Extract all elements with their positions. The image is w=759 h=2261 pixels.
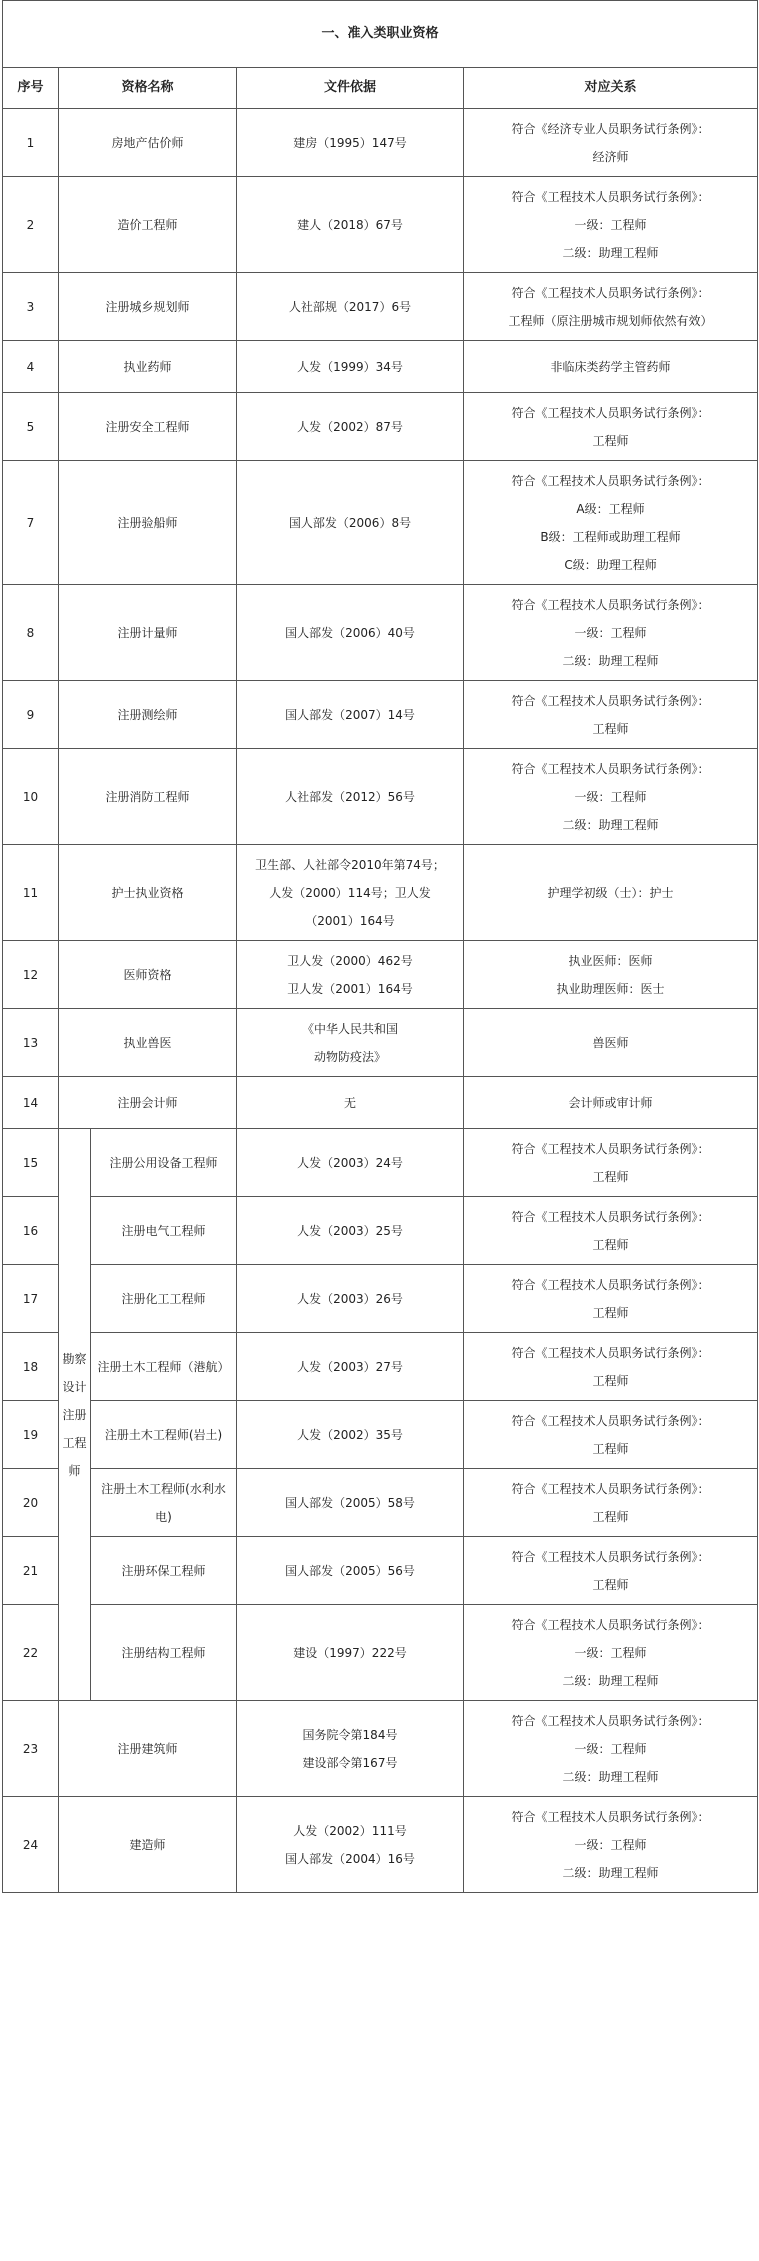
cell-line: 国人部发（2005）56号 (285, 1563, 415, 1578)
row-basis (237, 273, 464, 341)
row-no: 3 (3, 273, 59, 341)
row-name: 注册土木工程师（港航） (91, 1333, 237, 1401)
cell-line: 一级：工程师 (574, 1741, 647, 1756)
cell-line: 符合《工程技术人员职务试行条例》： (511, 1277, 710, 1292)
row-no: 4 (3, 341, 59, 393)
cell-line: 符合《工程技术人员职务试行条例》： (511, 1345, 710, 1360)
row-name: 注册消防工程师 (59, 749, 237, 845)
row-relation (464, 585, 758, 681)
row-basis (237, 941, 464, 1009)
row-name: 注册环保工程师 (91, 1537, 237, 1605)
row-no: 5 (3, 393, 59, 461)
cell-line: 卫人发（2000）462号 (287, 953, 413, 968)
row-relation (464, 681, 758, 749)
cell-line: 卫人发（2001）164号 (287, 981, 413, 996)
row-relation (464, 1605, 758, 1701)
row-basis (237, 1401, 464, 1469)
cell-line: 执业助理医师：医士 (556, 981, 665, 996)
row-name: 注册土木工程师(水利水电) (91, 1469, 237, 1537)
row-relation (464, 1469, 758, 1537)
cell-line: 国人部发（2004）16号 (285, 1851, 415, 1866)
row-name: 注册电气工程师 (91, 1197, 237, 1265)
cell-line: 符合《工程技术人员职务试行条例》： (511, 473, 710, 488)
cell-line: 国人部发（2007）14号 (285, 707, 415, 722)
table-row (3, 177, 758, 273)
cell-line: 工程师 (592, 1169, 629, 1184)
row-basis (237, 177, 464, 273)
row-relation (464, 845, 758, 941)
cell-line: 一级：工程师 (574, 789, 647, 804)
row-name: 房地产估价师 (59, 109, 237, 177)
cell-line: 国人部发（2006）40号 (285, 625, 415, 640)
row-name: 注册测绘师 (59, 681, 237, 749)
cell-line: 二级：助理工程师 (562, 653, 659, 668)
cell-line: 无 (343, 1095, 356, 1110)
row-relation (464, 1077, 758, 1129)
row-relation (464, 1129, 758, 1197)
table-row (3, 1701, 758, 1797)
table-row (3, 1333, 758, 1401)
cell-line: 符合《工程技术人员职务试行条例》： (511, 597, 710, 612)
table-row (3, 1129, 758, 1197)
row-name: 注册公用设备工程师 (91, 1129, 237, 1197)
cell-line: 动物防疫法》 (313, 1049, 386, 1064)
row-no: 9 (3, 681, 59, 749)
row-no: 2 (3, 177, 59, 273)
cell-line: 符合《工程技术人员职务试行条例》： (511, 1481, 710, 1496)
row-relation (464, 1333, 758, 1401)
row-no: 23 (3, 1701, 59, 1797)
cell-line: 人发（2003）24号 (297, 1155, 403, 1170)
row-no: 17 (3, 1265, 59, 1333)
cell-line: 建设部令第167号 (302, 1755, 398, 1770)
row-relation (464, 273, 758, 341)
cell-line: 人社部发（2012）56号 (285, 789, 415, 804)
table-row (3, 1401, 758, 1469)
row-name: 注册验船师 (59, 461, 237, 585)
cell-line: 符合《工程技术人员职务试行条例》： (511, 285, 710, 300)
table-row (3, 749, 758, 845)
table-row (3, 1077, 758, 1129)
cell-line: C级：助理工程师 (564, 557, 657, 572)
row-no: 10 (3, 749, 59, 845)
cell-line: （2001）164号 (305, 913, 395, 928)
table-row (3, 1009, 758, 1077)
cell-line: 符合《工程技术人员职务试行条例》： (511, 1617, 710, 1632)
cell-line: 卫生部、人社部令2010年第74号； (255, 857, 445, 872)
table-row (3, 393, 758, 461)
row-basis (237, 845, 464, 941)
table-title-row (3, 1, 758, 68)
row-relation (464, 1265, 758, 1333)
cell-line: 二级：助理工程师 (562, 817, 659, 832)
table-row (3, 585, 758, 681)
cell-line: 国人部发（2005）58号 (285, 1495, 415, 1510)
row-relation (464, 1797, 758, 1893)
row-basis (237, 1265, 464, 1333)
row-no: 14 (3, 1077, 59, 1129)
cell-line: 人发（2003）27号 (297, 1359, 403, 1374)
cell-line: 符合《工程技术人员职务试行条例》： (511, 761, 710, 776)
cell-line: A级：工程师 (576, 501, 645, 516)
row-name: 注册城乡规划师 (59, 273, 237, 341)
row-no: 8 (3, 585, 59, 681)
table-row (3, 1265, 758, 1333)
cell-line: 非临床类药学主管药师 (550, 359, 671, 374)
row-basis (237, 1129, 464, 1197)
cell-line: 国人部发（2006）8号 (288, 515, 412, 530)
cell-line: 符合《工程技术人员职务试行条例》： (511, 1549, 710, 1564)
cell-line: 二级：助理工程师 (562, 1865, 659, 1880)
row-basis (237, 1333, 464, 1401)
cell-line: 人发（2003）25号 (297, 1223, 403, 1238)
table-row (3, 461, 758, 585)
row-relation (464, 941, 758, 1009)
cell-line: 人发（2002）35号 (297, 1427, 403, 1442)
cell-line: 二级：助理工程师 (562, 245, 659, 260)
row-basis (237, 1797, 464, 1893)
cell-line: 一级：工程师 (574, 1645, 647, 1660)
row-basis (237, 1197, 464, 1265)
table-row (3, 941, 758, 1009)
row-basis (237, 585, 464, 681)
cell-line: 符合《工程技术人员职务试行条例》： (511, 1141, 710, 1156)
cell-line: 国务院令第184号 (302, 1727, 398, 1742)
row-basis (237, 749, 464, 845)
qualification-table (2, 0, 758, 1893)
cell-line: 护理学初级（士）：护士 (547, 885, 674, 900)
row-name: 执业兽医 (59, 1009, 237, 1077)
row-no: 16 (3, 1197, 59, 1265)
cell-line: 工程师 (592, 1237, 629, 1252)
row-no: 22 (3, 1605, 59, 1701)
cell-line: 兽医师 (592, 1035, 629, 1050)
table-row (3, 845, 758, 941)
cell-line: 人发（2002）111号 (293, 1823, 407, 1838)
cell-line: 人发（1999）34号 (297, 359, 403, 374)
group-label: 勘察设计注册工程师 (59, 1129, 91, 1701)
cell-line: 工程师（原注册城市规划师依然有效） (508, 313, 713, 328)
header-no: 序号 (3, 68, 59, 109)
row-basis (237, 1537, 464, 1605)
header-relation: 对应关系 (464, 68, 758, 109)
row-no: 18 (3, 1333, 59, 1401)
row-name: 注册化工工程师 (91, 1265, 237, 1333)
cell-line: 工程师 (592, 721, 629, 736)
cell-line: 人发（2002）87号 (297, 419, 403, 434)
cell-line: 一级：工程师 (574, 1837, 647, 1852)
row-name: 执业药师 (59, 341, 237, 393)
row-relation (464, 749, 758, 845)
cell-line: B级：工程师或助理工程师 (540, 529, 681, 544)
row-name: 注册安全工程师 (59, 393, 237, 461)
table-row (3, 1605, 758, 1701)
cell-line: 工程师 (592, 1305, 629, 1320)
row-name: 医师资格 (59, 941, 237, 1009)
row-name: 注册结构工程师 (91, 1605, 237, 1701)
header-name: 资格名称 (59, 68, 237, 109)
row-name: 护士执业资格 (59, 845, 237, 941)
row-no: 19 (3, 1401, 59, 1469)
table-row (3, 1797, 758, 1893)
row-relation (464, 177, 758, 273)
cell-line: 建房（1995）147号 (293, 135, 407, 150)
cell-line: 符合《工程技术人员职务试行条例》： (511, 693, 710, 708)
cell-line: 工程师 (592, 1577, 629, 1592)
row-no: 12 (3, 941, 59, 1009)
table-row (3, 1197, 758, 1265)
cell-line: 经济师 (592, 149, 629, 164)
cell-line: 符合《工程技术人员职务试行条例》： (511, 1809, 710, 1824)
row-relation (464, 1197, 758, 1265)
row-relation (464, 461, 758, 585)
header-basis: 文件依据 (237, 68, 464, 109)
row-basis (237, 461, 464, 585)
row-no: 7 (3, 461, 59, 585)
row-no: 11 (3, 845, 59, 941)
cell-line: 符合《工程技术人员职务试行条例》： (511, 1413, 710, 1428)
row-basis (237, 1077, 464, 1129)
cell-line: 符合《工程技术人员职务试行条例》： (511, 1209, 710, 1224)
cell-line: 二级：助理工程师 (562, 1769, 659, 1784)
cell-line: 工程师 (592, 1509, 629, 1524)
cell-line: 符合《工程技术人员职务试行条例》： (511, 405, 710, 420)
cell-line: 人发（2000）114号；卫人发 (269, 885, 431, 900)
row-relation (464, 341, 758, 393)
row-no: 21 (3, 1537, 59, 1605)
table-row (3, 341, 758, 393)
row-no: 20 (3, 1469, 59, 1537)
row-name: 注册会计师 (59, 1077, 237, 1129)
cell-line: 人发（2003）26号 (297, 1291, 403, 1306)
row-basis (237, 393, 464, 461)
cell-line: 建设（1997）222号 (293, 1645, 407, 1660)
cell-line: 工程师 (592, 1441, 629, 1456)
row-name: 注册土木工程师(岩土) (91, 1401, 237, 1469)
row-relation (464, 1009, 758, 1077)
row-name: 注册建筑师 (59, 1701, 237, 1797)
table-header-row (3, 68, 758, 109)
cell-line: 一级：工程师 (574, 625, 647, 640)
cell-line: 符合《经济专业人员职务试行条例》： (511, 121, 710, 136)
row-basis (237, 1009, 464, 1077)
row-basis (237, 341, 464, 393)
row-name: 注册计量师 (59, 585, 237, 681)
table-row (3, 1537, 758, 1605)
row-relation (464, 1537, 758, 1605)
table-row (3, 109, 758, 177)
row-name: 造价工程师 (59, 177, 237, 273)
table-title: 一、准入类职业资格 (3, 1, 758, 68)
row-name: 建造师 (59, 1797, 237, 1893)
row-relation (464, 1701, 758, 1797)
table-row (3, 273, 758, 341)
cell-line: 一级：工程师 (574, 217, 647, 232)
row-no: 13 (3, 1009, 59, 1077)
cell-line: 工程师 (592, 433, 629, 448)
row-basis (237, 109, 464, 177)
row-basis (237, 1469, 464, 1537)
cell-line: 符合《工程技术人员职务试行条例》： (511, 1713, 710, 1728)
row-no: 15 (3, 1129, 59, 1197)
row-no: 24 (3, 1797, 59, 1893)
cell-line: 《中华人民共和国 (301, 1021, 398, 1036)
row-relation (464, 393, 758, 461)
row-no: 1 (3, 109, 59, 177)
table-row (3, 1469, 758, 1537)
row-relation (464, 109, 758, 177)
cell-line: 执业医师：医师 (568, 953, 653, 968)
row-basis (237, 681, 464, 749)
row-basis (237, 1701, 464, 1797)
cell-line: 工程师 (592, 1373, 629, 1388)
cell-line: 会计师或审计师 (568, 1095, 653, 1110)
row-relation (464, 1401, 758, 1469)
row-basis (237, 1605, 464, 1701)
cell-line: 人社部规（2017）6号 (288, 299, 412, 314)
cell-line: 建人（2018）67号 (297, 217, 403, 232)
table-row (3, 681, 758, 749)
cell-line: 二级：助理工程师 (562, 1673, 659, 1688)
cell-line: 符合《工程技术人员职务试行条例》： (511, 189, 710, 204)
